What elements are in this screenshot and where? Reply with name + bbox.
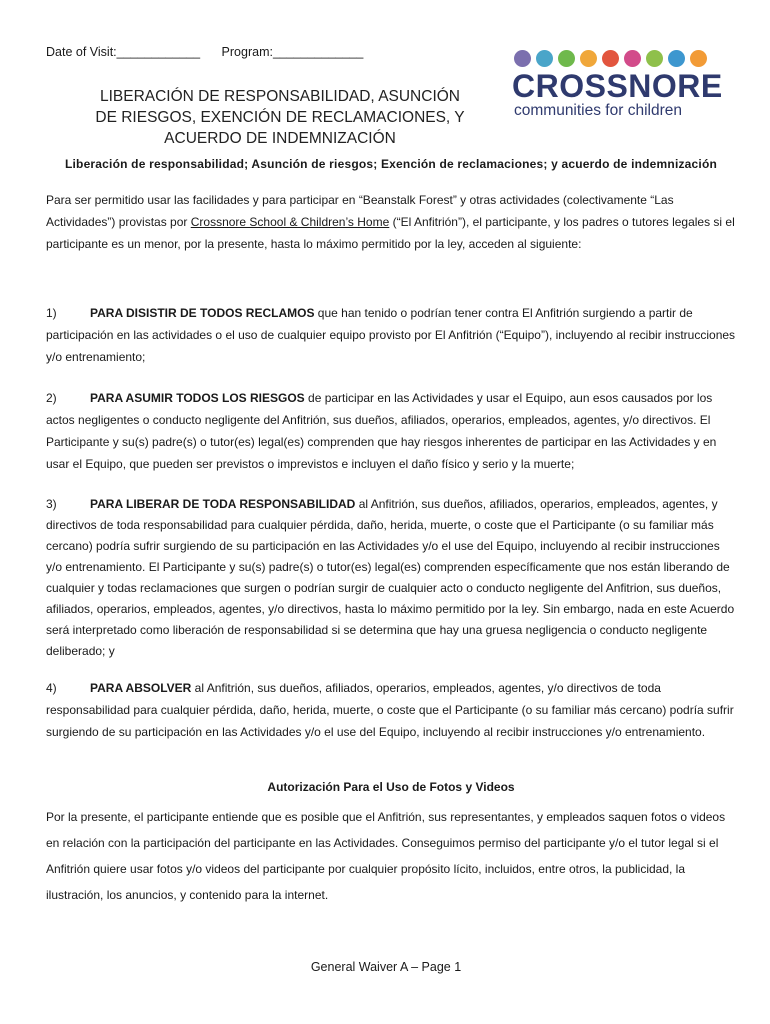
logo-dots [514, 50, 727, 67]
logo-dot [690, 50, 707, 67]
logo-dot [668, 50, 685, 67]
clause-heading: PARA LIBERAR DE TODA RESPONSABILIDAD [90, 497, 356, 511]
clause-heading: PARA DISISTIR DE TODOS RECLAMOS [90, 306, 315, 320]
page-footer: General Waiver A – Page 1 [310, 960, 462, 974]
photo-authorization-heading: Autorización Para el Uso de Fotos y Videos [267, 780, 515, 794]
clause-text: al Anfitrión, sus dueños, afiliados, operarios, empleados, agentes, y/o directivos de toda responsabilidad para cualquier pérdida, daño, herida, muerte, o coste que el Participante (o su familiar más cercano) podría sufrir surgiendo de su participación en las Actividades y/o el use del Equipo, incluyendo al recibir instrucciones y/o entrenamiento. [46, 681, 734, 739]
clause-number: 1) [46, 306, 57, 320]
logo-dot [624, 50, 641, 67]
clause-text: de participar en las Actividades y usar el Equipo, aun esos causados por los actos negligentes o conducto negligente del Anfitrión, sus dueños, afiliados, operarios, empleados, agentes, y/o directivos. El Participante y su(s) padre(s) o tutor(es) legal(es) comprenden que hay riesgos inherentes de participar en las Actividades y en usar el Equipo, que pueden ser previstos o imprevistos e incluyen el daño físico y serio y la muerte; [46, 391, 717, 471]
logo-tagline: communities for children [514, 102, 682, 119]
clause-4 [46, 677, 736, 743]
logo-dot [602, 50, 619, 67]
host-name-link: Crossnore School & Children’s Home [190, 215, 390, 229]
crossnore-logo [512, 50, 727, 119]
clause-number: 4) [46, 681, 57, 695]
intro-paragraph [46, 189, 736, 255]
logo-dot [514, 50, 531, 67]
document-subheading: Liberación de responsabilidad; Asunción de riesgos; Exención de reclamaciones; y acuerdo de indemnización [64, 157, 718, 171]
title-line-2: DE RIESGOS, EXENCIÓN DE RECLAMACIONES, Y [95, 109, 465, 126]
title-line-1: LIBERACIÓN DE RESPONSABILIDAD, ASUNCIÓN [99, 88, 461, 105]
clause-3 [46, 494, 736, 662]
clause-number: 3) [46, 497, 57, 511]
logo-wordmark: CROSSNORE [512, 68, 723, 104]
logo-dot [646, 50, 663, 67]
photo-authorization-text: Por la presente, el participante entiende que es posible que el Anfitrión, sus representantes, y empleados saquen fotos o videos en relación con la participación del participante en las Actividades. Conseguimos permiso del participante y/o el tutor legal si el Anfitrión quiere usar fotos y/o videos del participante por cualquier propósito lícito, incluidos, entre otros, la publicidad, la ilustración, los anuncios, y contenido para la internet. [46, 810, 726, 902]
clause-heading: PARA ASUMIR TODOS LOS RIESGOS [90, 391, 305, 405]
clause-text: al Anfitrión, sus dueños, afiliados, operarios, empleados, agentes, y directivos de toda responsabilidad para cualquier pérdida, daño, herida, muerte, o coste que el Participante (o su familiar más cercano) podría sufrir surgiendo de su participación en las Actividades y/o el use del Equipo, incluyendo al recibir instrucciones y/o entrenamiento. El Participante y su(s) padre(s) o tutor(es) legal(es) comprenden específicamente que nos están liberando de cualquier y todas reclamaciones que surgen o podrían surgir de cualquier acto o conducto negligente del Anfitrion, sus dueños, afiliados, operarios, empleados, agentes, y/o directivos, hasta lo máximo permitido por la ley. Sin embargo, nada en este Acuerdo será interpretado como liberación de responsabilidad si se determina que hay una gruesa negligencia o conducto negligente deliberado; y [46, 497, 735, 658]
clause-heading: PARA ABSOLVER [90, 681, 192, 695]
visit-info-fields [46, 45, 381, 59]
date-of-visit-field[interactable]: Date of Visit:____________ [46, 45, 201, 59]
intro-text-start: Para ser permitido usar las facilidades y para participar en “Beanstalk Forest” y otras actividades (colectivamente “Las Actividades”) provistas por [46, 193, 674, 229]
logo-dot [558, 50, 575, 67]
clause-number: 2) [46, 391, 57, 405]
clause-text: que han tenido o podrían tener contra El Anfitrión surgiendo a partir de participación en las actividades o el uso de cualquier equipo provisto por El Anfitrión (“Equipo”), incluyendo al recibir instrucciones y/o entrenamiento; [46, 306, 736, 364]
program-field[interactable]: Program:_____________ [221, 45, 364, 59]
title-line-3: ACUERDO DE INDEMNIZACIÓN [164, 130, 396, 147]
logo-dot [536, 50, 553, 67]
intro-text-end: (“El Anfitrión”), el participante, y los padres o tutores legales si el participante es un menor, por la presente, hasta lo máximo permitido por la ley, acceden al siguiente: [46, 215, 735, 251]
clause-1 [46, 302, 736, 368]
clause-2 [46, 387, 736, 475]
document-title [60, 86, 500, 149]
logo-dot [580, 50, 597, 67]
